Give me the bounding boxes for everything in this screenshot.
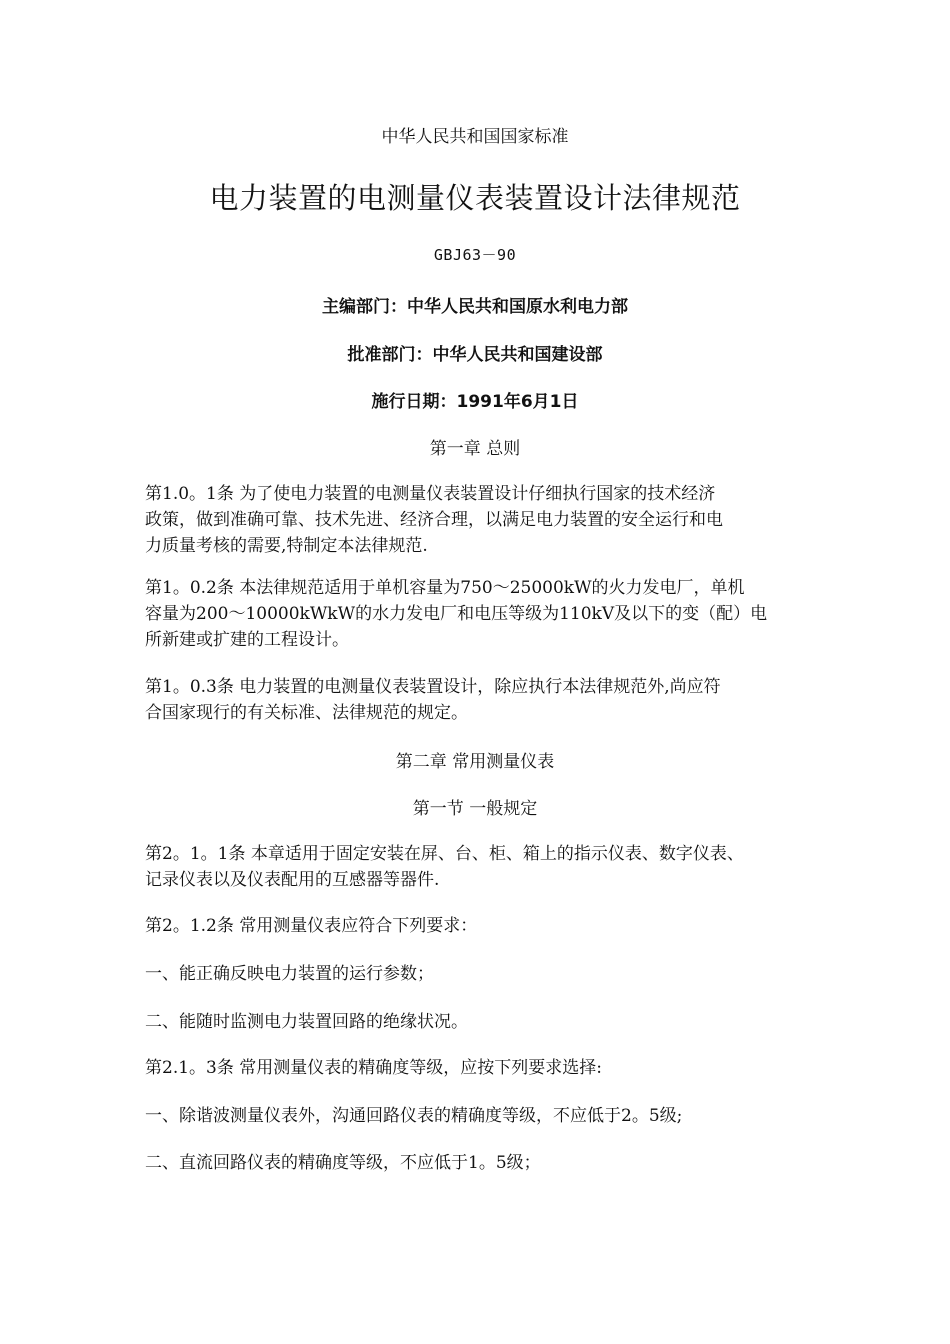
clause-2-1-1: [145, 841, 825, 893]
list-item: [145, 961, 825, 987]
clause-1-0-1: [145, 481, 825, 559]
text-line: 记录仪表以及仪表配用的互感器等器件.: [145, 870, 440, 890]
text-line: 容量为200～10000kWkW的水力发电厂和电压等级为110kV及以下的变（配）电: [145, 604, 768, 624]
chapter-2-title: 第二章 常用测量仪表: [395, 752, 555, 772]
list-item: [145, 1150, 825, 1176]
clause-1-0-2: [145, 575, 825, 653]
text-line: 政策，做到准确可靠、技术先进、经济合理，以满足电力装置的安全运行和电: [145, 510, 723, 530]
chapter-1-title: 第一章 总则: [429, 439, 521, 459]
approval-department: 批准部门：中华人民共和国建设部: [347, 345, 603, 365]
text-line: 第1。0.2条 本法律规范适用于单机容量为750～25000kW的火力发电厂，单机: [145, 578, 745, 598]
standard-header: 中华人民共和国国家标准: [381, 127, 569, 147]
text-line: 第2。1。1条 本章适用于固定安装在屏、台、柜、箱上的指示仪表、数字仪表、: [145, 844, 744, 864]
text-line: 力质量考核的需要,特制定本法律规范.: [145, 536, 428, 556]
standard-code: GBJ63－90: [433, 246, 517, 264]
list-item: [145, 1103, 825, 1129]
text-line: 一、能正确反映电力装置的运行参数；: [145, 964, 434, 984]
effective-date: 施行日期：1991年6月1日: [371, 392, 579, 412]
text-line: 第1.0。1条 为了使电力装置的电测量仪表装置设计仔细执行国家的技术经济: [145, 484, 716, 504]
document-title: 电力装置的电测量仪表装置设计法律规范: [209, 181, 741, 215]
clause-2-1-2: [145, 913, 825, 939]
text-line: 所新建或扩建的工程设计。: [145, 630, 349, 650]
text-line: 二、直流回路仪表的精确度等级，不应低于1。5级；: [145, 1153, 541, 1173]
text-line: 合国家现行的有关标准、法律规范的规定。: [145, 703, 468, 723]
editor-department: 主编部门：中华人民共和国原水利电力部: [322, 297, 628, 317]
section-1-title: 第一节 一般规定: [412, 799, 538, 819]
text-line: 第2。1.2条 常用测量仪表应符合下列要求：: [145, 916, 478, 936]
text-line: 第2.1。3条 常用测量仪表的精确度等级，应按下列要求选择:: [145, 1058, 602, 1078]
text-line: 二、能随时监测电力装置回路的绝缘状况。: [145, 1012, 468, 1032]
clause-2-1-3: [145, 1055, 825, 1081]
text-line: 一、除谐波测量仪表外，沟通回路仪表的精确度等级，不应低于2。5级;: [145, 1106, 683, 1126]
clause-1-0-3: [145, 674, 825, 726]
text-line: 第1。0.3条 电力装置的电测量仪表装置设计，除应执行本法律规范外,尚应符: [145, 677, 721, 697]
list-item: [145, 1009, 825, 1035]
